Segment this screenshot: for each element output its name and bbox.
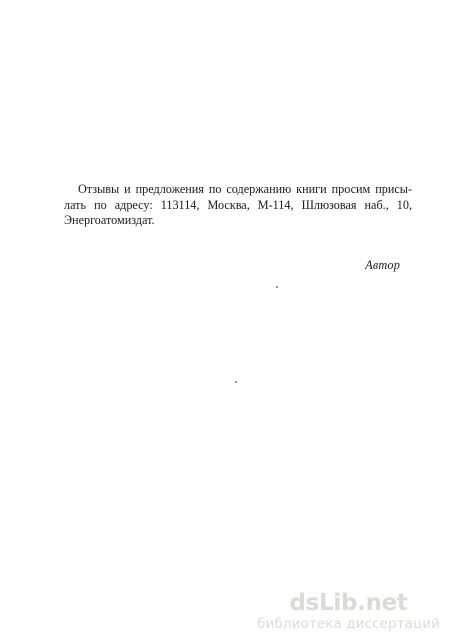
feedback-paragraph xyxy=(64,182,412,229)
watermark-logo: dsLib.net xyxy=(289,590,408,616)
paragraph-line-2: лать по адресу: 113114, Москва, М-114, Шлюзовая наб., 10, xyxy=(64,197,412,212)
paragraph-line-3: Энергоатомиздат. xyxy=(64,213,155,227)
watermark xyxy=(257,590,440,632)
paragraph-line-1: Отзывы и предложения по содержанию книги просим присы- xyxy=(78,182,412,196)
author-signature: Автор xyxy=(365,258,400,272)
watermark-subtitle: библиотека диссертаций xyxy=(257,616,440,632)
scan-speck xyxy=(235,381,237,383)
scan-speck xyxy=(276,286,278,288)
